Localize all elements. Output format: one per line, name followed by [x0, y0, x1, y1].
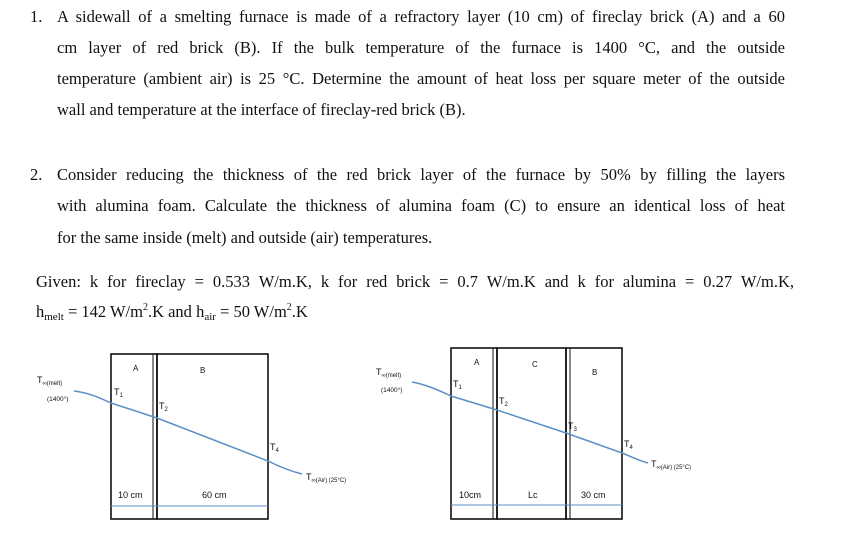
layer-a-label: A	[474, 358, 480, 367]
t1-sub: 1	[458, 385, 462, 391]
t-air-symbol: T	[306, 472, 312, 482]
problem-2-line-1: Consider reducing the thickness of the red brick layer of the furnace by 50% by filling the layers	[57, 165, 785, 184]
t1-label	[114, 387, 124, 399]
t-melt-value: (1400°)	[47, 396, 69, 403]
t-melt-label	[37, 375, 62, 387]
t3-label	[568, 421, 578, 433]
h-melt-symbol: h	[36, 302, 45, 321]
t2-sub: 2	[164, 407, 168, 413]
h-melt-subscript: melt	[44, 311, 64, 323]
h-air-value: = 50 W/m	[215, 302, 287, 321]
t-melt-symbol: T	[37, 375, 43, 385]
diagram-1	[0, 345, 420, 550]
t-melt-label	[376, 367, 401, 379]
layer-b-label: B	[592, 368, 598, 377]
t1-label	[453, 379, 463, 391]
diagram-2	[360, 345, 857, 550]
t-melt-value: (1400°)	[381, 387, 403, 394]
t3-sub: 3	[573, 427, 577, 433]
t4-symbol: T	[270, 442, 276, 452]
t4-symbol: T	[624, 439, 630, 449]
t-air-sub: ∞(Air) (25°C)	[656, 465, 692, 471]
problem-2-line-2: with alumina foam. Calculate the thickness of alumina foam (C) to ensure an identical loss of heat	[57, 196, 785, 215]
t4-label	[270, 442, 280, 454]
t2-symbol: T	[159, 401, 165, 411]
given-line-2	[36, 302, 308, 323]
thickness-b: 60 cm	[202, 490, 227, 500]
problem-2-number: 2.	[30, 165, 43, 184]
t4-label	[624, 439, 634, 451]
thickness-b: 30 cm	[581, 490, 606, 500]
t2-label	[159, 401, 169, 413]
t2-label	[499, 396, 509, 408]
h-air-symbol: h	[196, 302, 205, 321]
t1-sub: 1	[119, 393, 123, 399]
h-air-unit-tail: .K	[291, 302, 308, 321]
t-melt-symbol: T	[376, 367, 382, 377]
problem-1-line-1: A sidewall of a smelting furnace is made of a refractory layer (10 cm) of fireclay brick (A) and a 60	[57, 7, 785, 26]
t4-sub: 4	[629, 445, 633, 451]
t-air-sub: ∞(Air) (25°C)	[311, 478, 347, 484]
problem-2-line-3: for the same inside (melt) and outside (air) temperatures.	[57, 228, 433, 247]
problem-1-line-2: cm layer of red brick (B). If the bulk temperature of the furnace is 1400 °C, and the outside	[57, 38, 785, 57]
problem-1-number: 1.	[30, 7, 43, 26]
t3-symbol: T	[568, 421, 574, 431]
t-melt-sub: ∞(melt)	[42, 381, 63, 387]
problem-1-line-4: wall and temperature at the interface of fireclay-red brick (B).	[57, 100, 466, 119]
t2-symbol: T	[499, 396, 505, 406]
given-line-1: Given: k for fireclay = 0.533 W/m.K, k for red brick = 0.7 W/m.K and k for alumina = 0.27 W/m.K,	[36, 272, 794, 291]
temperature-profile	[412, 382, 648, 463]
t-air-label	[306, 472, 346, 484]
t-melt-sub: ∞(melt)	[381, 373, 402, 379]
t-air-symbol: T	[651, 459, 657, 469]
layer-a-label: A	[133, 364, 139, 373]
t1-symbol: T	[114, 387, 120, 397]
problem-1-line-3: temperature (ambient air) is 25 °C. Determine the amount of heat loss per square meter of the outside	[57, 69, 785, 88]
t1-symbol: T	[453, 379, 459, 389]
layer-b-label: B	[200, 366, 206, 375]
layer-c-label: C	[532, 360, 538, 369]
h-air-square: 2	[286, 302, 292, 313]
h-melt-unit-tail: .K and	[147, 302, 197, 321]
t4-sub: 4	[275, 448, 279, 454]
h-melt-square: 2	[142, 302, 148, 313]
thickness-a: 10cm	[459, 490, 482, 500]
thickness-a: 10 cm	[118, 490, 143, 500]
t-air-label	[651, 459, 691, 471]
t2-sub: 2	[504, 402, 508, 408]
h-air-subscript: air	[204, 311, 216, 323]
thickness-c: Lc	[528, 490, 538, 500]
h-melt-value: = 142 W/m	[63, 302, 143, 321]
